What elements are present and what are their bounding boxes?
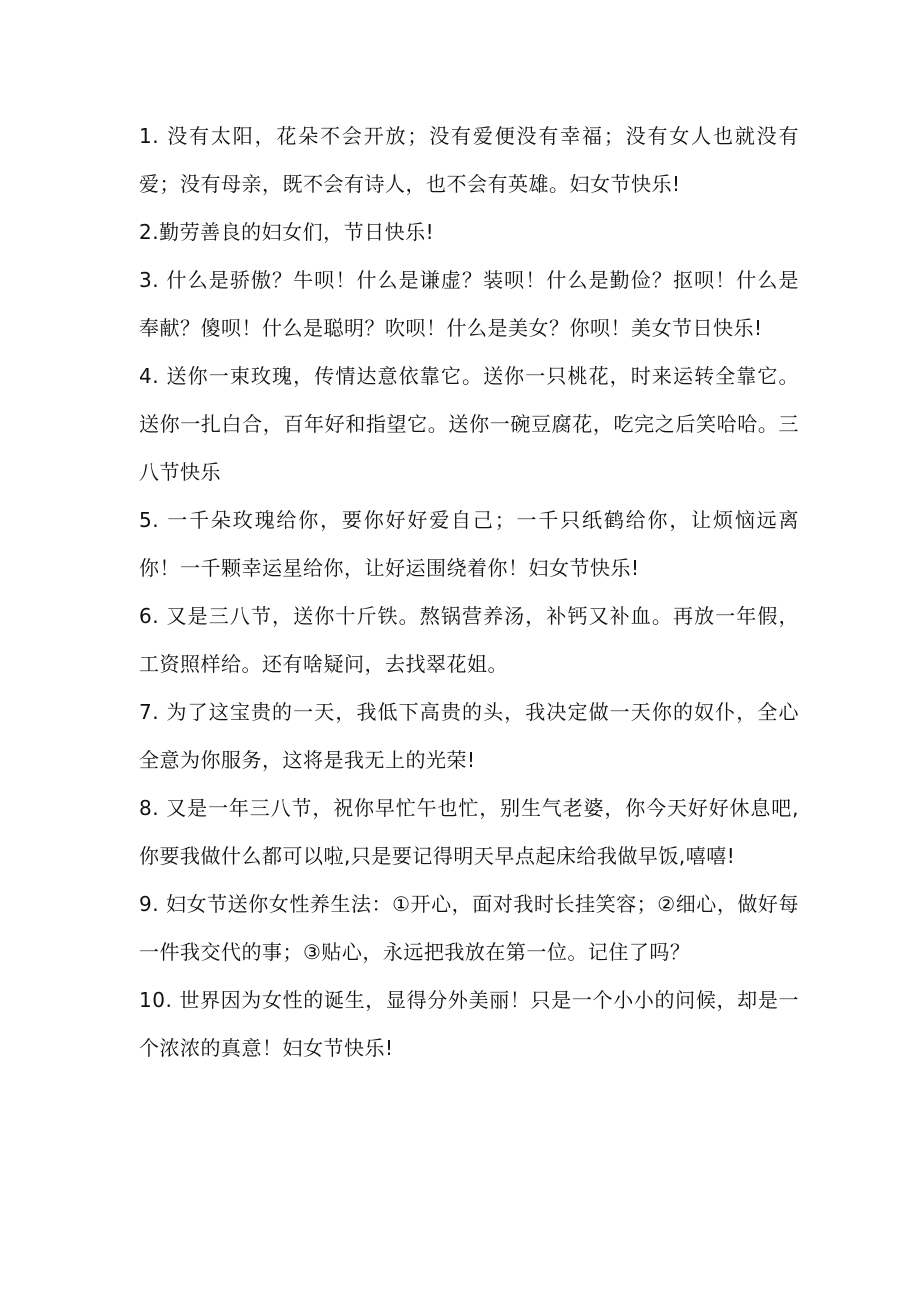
list-item-8: 8. 又是一年三八节，祝你早忙午也忙，别生气老婆，你今天好好休息吧,你要我做什么都可以啦,只是要记得明天早点起床给我做早饭,嘻嘻! — [139, 796, 799, 868]
greeting-list — [139, 112, 799, 1072]
list-item-6: 6. 又是三八节，送你十斤铁。熬锅营养汤，补钙又补血。再放一年假，工资照样给。还有啥疑问，去找翠花姐。 — [139, 604, 799, 676]
list-item-1: 1. 没有太阳，花朵不会开放；没有爱便没有幸福；没有女人也就没有爱；没有母亲，既不会有诗人，也不会有英雄。妇女节快乐! — [139, 124, 799, 196]
list-item-4: 4. 送你一束玫瑰，传情达意依靠它。送你一只桃花，时来运转全靠它。送你一扎白合，百年好和指望它。送你一碗豆腐花，吃完之后笑哈哈。三八节快乐 — [139, 364, 799, 484]
list-item-10: 10. 世界因为女性的诞生，显得分外美丽！只是一个小小的问候，却是一个浓浓的真意！妇女节快乐! — [139, 988, 799, 1060]
list-item-3: 3. 什么是骄傲？牛呗！什么是谦虚？装呗！什么是勤俭？抠呗！什么是奉献？傻呗！什么是聪明？吹呗！什么是美女？你呗！美女节日快乐! — [139, 268, 799, 340]
list-item-7: 7. 为了这宝贵的一天，我低下高贵的头，我决定做一天你的奴仆，全心全意为你服务，这将是我无上的光荣! — [139, 700, 799, 772]
list-item-5: 5. 一千朵玫瑰给你，要你好好爱自己；一千只纸鹤给你，让烦恼远离你！一千颗幸运星给你，让好运围绕着你！妇女节快乐! — [139, 508, 799, 580]
list-item-9: 9. 妇女节送你女性养生法：①开心，面对我时长挂笑容；②细心，做好每一件我交代的事；③贴心，永远把我放在第一位。记住了吗？ — [139, 892, 799, 964]
list-item-2: 2.勤劳善良的妇女们，节日快乐! — [139, 220, 435, 244]
